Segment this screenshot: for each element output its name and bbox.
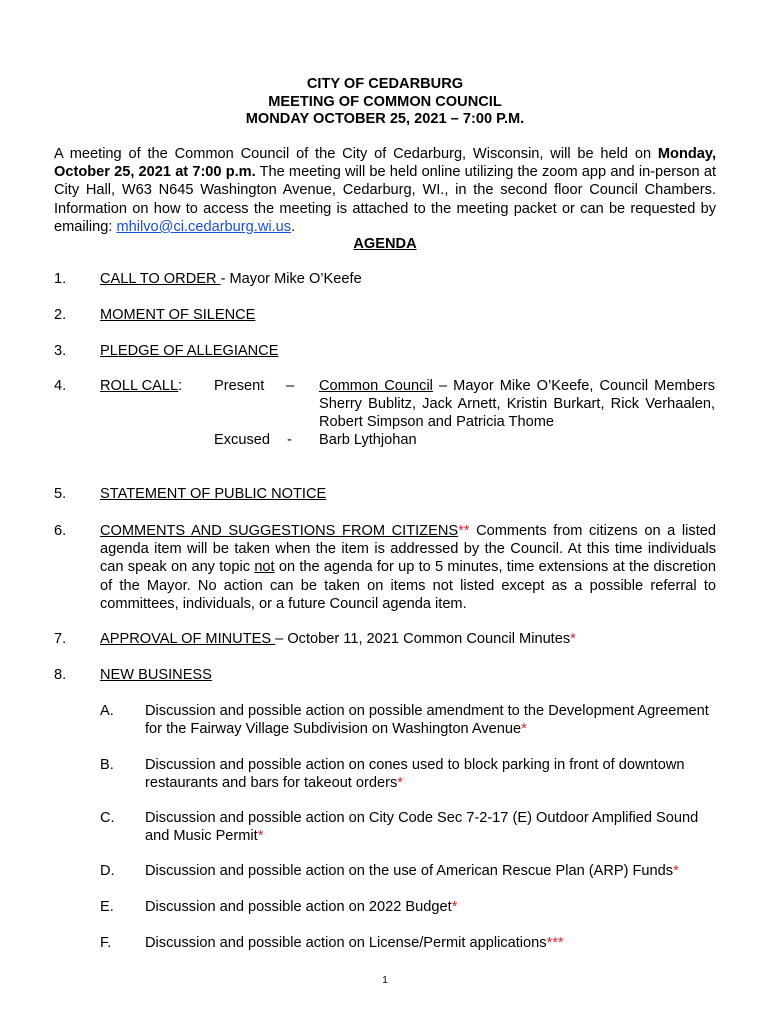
intro-text-1: A meeting of the Common Council of the City of Cedarburg, Wisconsin, will be held on [54,146,658,162]
sub-item-letter: A. [100,703,114,719]
page-number: 1 [382,975,388,986]
roll-call-colon: : [178,378,183,394]
agenda-title: AGENDA [353,236,417,252]
sub-item-text [145,934,716,952]
asterisk-marker: * [257,828,264,845]
item-title: APPROVAL OF MINUTES [100,631,276,647]
item-number: 4. [54,378,67,394]
excused-label: Excused [214,432,270,448]
agenda-item-roll-call [54,377,716,452]
item-title: STATEMENT OF PUBLIC NOTICE [100,486,327,502]
intro-bold-date: Monday, October 25, 2021 at 7:00 p.m. [54,146,716,181]
item-number: 7. [54,631,67,647]
present-names: – Mayor Mike O’Keefe, Council Members Sherry Bublitz, Jack Arnett, Kristin Burkart, Rick Verhaalen, Robert Simpson and Patricia Thome [319,378,716,431]
sub-item-body: Discussion and possible action on possible amendment to the Development Agreement for the Fairway Village Subdivision on Washington Avenue [145,703,709,738]
item-text [100,342,716,360]
item-number: 3. [54,343,67,359]
intro-end: . [291,218,296,235]
not-word: not [254,559,275,576]
email-link[interactable]: mhilvo@ci.cedarburg.wi.us [116,218,292,235]
intro-text-2: The meeting will be held online utilizing the zoom app and in-person at City Hall, W63 N645 Washington Avenue, Cedarburg, WI., in the second floor Council Chambers. Information on how to access the meeting is attached to the meeting packet or can be requested by emailing: [54,164,716,235]
comments-text-a: Comments from citizens on a listed agenda item will be taken when the item is addressed by the Council. At this time individuals can speak on any topic [100,523,716,576]
asterisk-marker: ** [458,523,470,539]
present-members [319,377,715,432]
item-number: 6. [54,523,67,539]
meeting-title: MEETING OF COMMON COUNCIL [268,93,502,110]
item-title: ROLL CALL [100,378,179,394]
item-number: 8. [54,667,67,683]
present-label: Present [214,378,265,394]
comments-text-b: on the agenda for up to 5 minutes, time extensions at the discretion of the Mayor. No action can be taken on items not listed except as a possible referral to committees, individuals, or a future Council agenda item. [100,559,717,612]
item-title: NEW BUSINESS [100,667,212,683]
meeting-date: MONDAY OCTOBER 25, 2021 – 7:00 P.M. [245,111,525,127]
item-text [100,522,716,613]
roll-call-label [100,377,182,395]
sub-item-body: Discussion and possible action on License/Permit applications [145,935,547,951]
sub-item-body: Discussion and possible action on cones used to block parking in front of downtown restaurants and bars for takeout orders [145,757,685,792]
sub-item-letter: E. [100,899,114,915]
asterisk-marker: * [673,863,679,879]
council-label: Common Council [319,378,433,394]
sub-item-text [145,809,716,845]
item-title: CALL TO ORDER [100,271,221,287]
sub-item-text [145,862,716,880]
item-text [100,666,716,684]
item-text [100,270,716,288]
item-number: 2. [54,307,67,323]
item-detail: - Mayor Mike O’Keefe [220,271,362,287]
sub-item-text [145,756,716,792]
asterisk-marker: *** [546,935,564,951]
item-text [100,485,716,503]
sub-item-text [145,898,716,916]
item-number: 5. [54,486,67,502]
item-number: 1. [54,271,67,287]
city-name: CITY OF CEDARBURG [306,76,464,92]
item-text [100,306,716,324]
item-text [100,630,716,648]
asterisk-marker: * [570,631,576,647]
sub-item-body: Discussion and possible action on the use of American Rescue Plan (ARP) Funds [145,863,674,879]
item-title: PLEDGE OF ALLEGIANCE [100,343,279,359]
sub-item-letter: C. [100,810,115,826]
intro-paragraph [54,145,716,236]
asterisk-marker: * [397,775,403,792]
sub-item-letter: F. [100,935,112,951]
sub-item-body: Discussion and possible action on City Code Sec 7-2-17 (E) Outdoor Amplified Sound and Music Permit [145,810,699,845]
asterisk-marker: * [521,721,527,738]
present-dash: – [286,378,295,394]
sub-item-body: Discussion and possible action on 2022 Budget [145,899,452,915]
item-title: MOMENT OF SILENCE [100,307,256,323]
sub-item-letter: B. [100,757,114,773]
sub-item-text [145,702,716,738]
item-detail: – October 11, 2021 Common Council Minutes [275,631,571,647]
excused-names: Barb Lythjohan [319,432,417,448]
agenda-item-citizen-comments [54,522,716,614]
asterisk-marker: * [451,899,458,915]
excused-dash: - [287,432,292,448]
item-title: COMMENTS AND SUGGESTIONS FROM CITIZENS [100,523,459,539]
sub-item-letter: D. [100,863,115,879]
document-header [0,76,770,129]
